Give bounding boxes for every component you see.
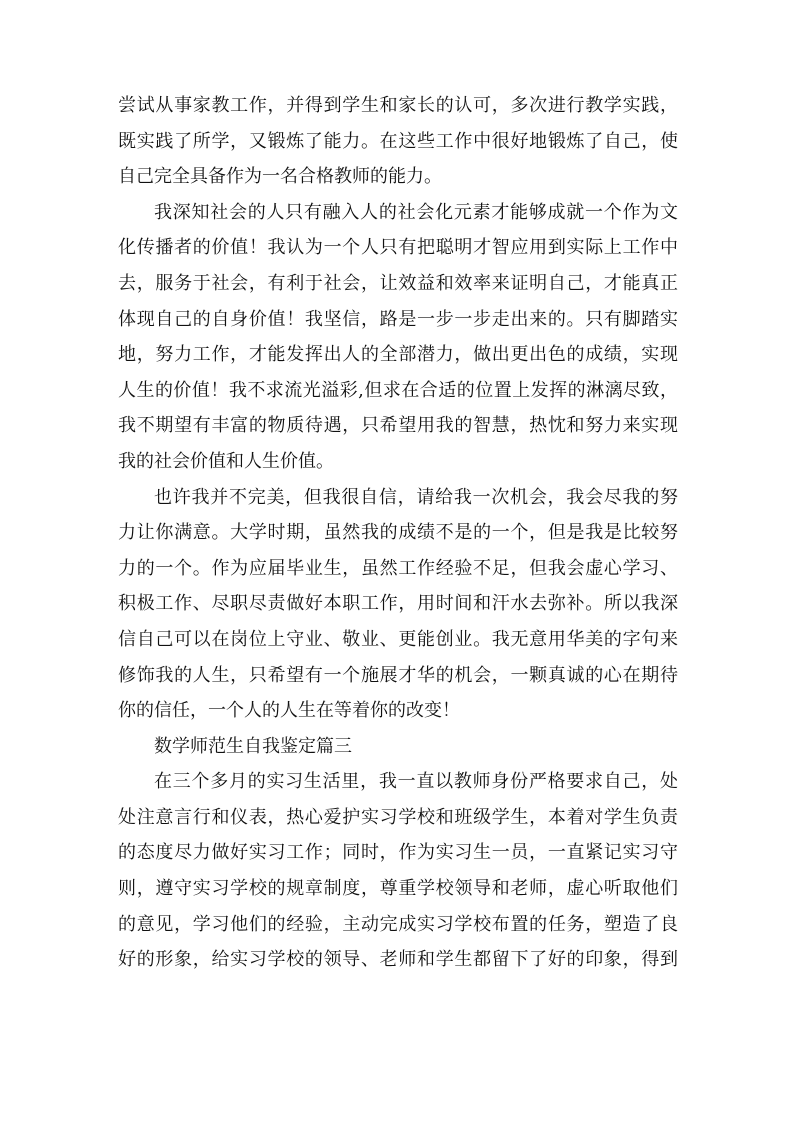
text-line: 地，努力工作，才能发挥出人的全部潜力，做出更出色的成绩，实现 (118, 344, 678, 366)
text-line: 积极工作、尽职尽责做好本职工作，用时间和汗水去弥补。所以我深 (118, 593, 678, 615)
text-line: 的意见，学习他们的经验，主动完成实习学校布置的任务，塑造了良 (118, 913, 678, 935)
text-line: 信自己可以在岗位上守业、敬业、更能创业。我无意用华美的字句来 (118, 628, 678, 650)
text-line: 体现自己的自身价值！我坚信，路是一步一步走出来的。只有脚踏实 (118, 308, 678, 330)
text-line: 化传播者的价值！我认为一个人只有把聪明才智应用到实际上工作中 (118, 237, 678, 259)
paragraph-first-line: 我深知社会的人只有融入人的社会化元素才能够成就一个作为文 (154, 201, 678, 223)
text-line: 去，服务于社会，有利于社会，让效益和效率来证明自己，才能真正 (118, 272, 678, 294)
text-line: 处注意言行和仪表，热心爱护实习学校和班级学生，本着对学生负责 (118, 806, 678, 828)
paragraph-first-line: 也许我并不完美，但我很自信，请给我一次机会，我会尽我的努 (154, 486, 678, 508)
text-line: 力的一个。作为应届毕业生，虽然工作经验不足，但我会虚心学习、 (118, 557, 678, 579)
text-line: 我的社会价值和人生价值。 (118, 450, 334, 472)
section-heading: 数学师范生自我鉴定篇三 (154, 735, 352, 757)
text-line: 既实践了所学，又锻炼了能力。在这些工作中很好地锻炼了自己，使 (118, 130, 678, 152)
text-line: 修饰我的人生，只希望有一个施展才华的机会，一颗真诚的心在期待 (118, 664, 678, 686)
text-line: 人生的价值！我不求流光溢彩,但求在合适的位置上发挥的淋漓尽致， (118, 379, 678, 401)
text-line: 的态度尽力做好实习工作；同时，作为实习生一员，一直紧记实习守 (118, 842, 678, 864)
text-line: 尝试从事家教工作，并得到学生和家长的认可，多次进行教学实践， (118, 95, 678, 116)
paragraph-first-line: 在三个多月的实习生活里，我一直以教师身份严格要求自己，处 (154, 771, 678, 793)
document-body (118, 88, 678, 978)
text-line: 自己完全具备作为一名合格教师的能力。 (118, 166, 442, 188)
text-line: 力让你满意。大学时期，虽然我的成绩不是的一个，但是我是比较努 (118, 522, 678, 544)
text-line: 好的形象，给实习学校的领导、老师和学生都留下了好的印象，得到 (118, 949, 678, 971)
text-line: 你的信任，一个人的人生在等着你的改变！ (118, 700, 460, 722)
text-line: 则，遵守实习学校的规章制度，尊重学校领导和老师，虚心听取他们 (118, 878, 678, 900)
text-line: 我不期望有丰富的物质待遇，只希望用我的智慧，热忱和努力来实现 (118, 415, 678, 437)
